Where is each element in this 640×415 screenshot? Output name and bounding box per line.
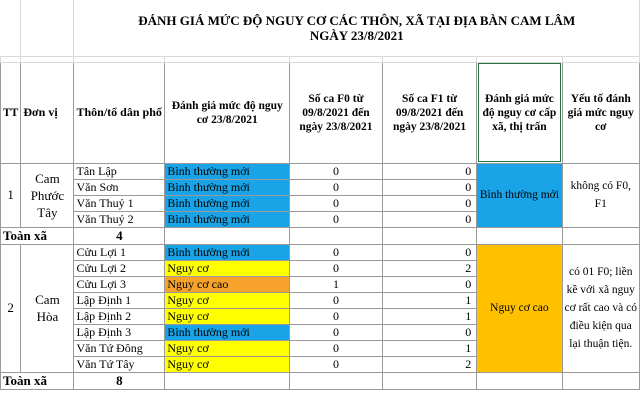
village-name[interactable]: Tân Lập [74,163,165,179]
village-risk-level[interactable]: Bình thường mới [165,179,290,195]
total-row [1,227,640,244]
title-line-1: ĐÁNH GIÁ MỨC ĐỘ NGUY CƠ CÁC THÔN, XÃ TẠI ĐỊA BÀN CAM LÂM [138,12,576,28]
village-risk-level[interactable]: Bình thường mới [165,163,290,179]
empty-cell[interactable] [165,227,290,244]
empty-cell[interactable] [382,372,477,389]
empty-cell[interactable] [477,227,562,244]
village-risk-level[interactable]: Nguy cơ [165,260,290,276]
empty-cell[interactable] [290,227,383,244]
row-tt[interactable]: 2 [1,244,21,372]
title-left-blank-2[interactable] [21,0,74,56]
commune-risk-level[interactable]: Nguy cơ cao [477,244,562,372]
risk-factor[interactable]: có 01 F0; liền kề với xã nguy cơ rất cao và có điều kiện qua lại thuận tiện. [562,244,639,372]
total-label[interactable]: Toàn xã [1,372,74,389]
village-risk-level[interactable]: Nguy cơ cao [165,276,290,292]
village-risk-level[interactable]: Nguy cơ [165,292,290,308]
village-name[interactable]: Lập Định 3 [74,324,165,340]
header-danh-gia[interactable]: Đánh giá mức độ nguy cơ 23/8/2021 [165,62,290,163]
f0-count[interactable]: 0 [290,179,383,195]
title-left-blank[interactable] [1,0,21,56]
header-tt[interactable]: TT [1,62,21,163]
empty-cell[interactable] [382,227,477,244]
empty-cell[interactable] [477,372,562,389]
village-name[interactable]: Cửu Lợi 1 [74,244,165,260]
village-name[interactable]: Văn Sơn [74,179,165,195]
village-risk-level[interactable]: Nguy cơ [165,340,290,356]
f1-count[interactable]: 1 [382,308,477,324]
header-f1[interactable]: Số ca F1 từ 09/8/2021 đến ngày 23/8/2021 [382,62,477,163]
total-label[interactable]: Toàn xã [1,227,74,244]
f0-count[interactable]: 0 [290,292,383,308]
f0-count[interactable]: 0 [290,163,383,179]
header-cap-xa[interactable]: Đánh giá mức độ nguy cơ cấp xã, thị trấn [477,62,562,163]
header-don-vi[interactable]: Đơn vị [21,62,74,163]
village-risk-level[interactable]: Bình thường mới [165,244,290,260]
village-risk-level[interactable]: Nguy cơ [165,356,290,372]
f0-count[interactable]: 1 [290,276,383,292]
village-name[interactable]: Cửu Lợi 2 [74,260,165,276]
f0-count[interactable]: 0 [290,356,383,372]
empty-cell[interactable] [562,227,639,244]
village-name[interactable]: Văn Tứ Đông [74,340,165,356]
village-name[interactable]: Văn Thuỷ 1 [74,195,165,211]
f0-count[interactable]: 0 [290,211,383,227]
f0-count[interactable]: 0 [290,260,383,276]
table-row [1,163,640,179]
village-name[interactable]: Lập Định 1 [74,292,165,308]
f1-count[interactable]: 2 [382,356,477,372]
page-title[interactable] [74,0,640,56]
header-thon[interactable]: Thôn/tổ dân phố [74,62,165,163]
f0-count[interactable]: 0 [290,195,383,211]
empty-cell[interactable] [165,372,290,389]
f1-count[interactable]: 0 [382,276,477,292]
f1-count[interactable]: 0 [382,163,477,179]
f0-count[interactable]: 0 [290,324,383,340]
village-name[interactable]: Văn Thuỷ 2 [74,211,165,227]
total-value[interactable]: 4 [74,227,165,244]
title-row [1,0,640,56]
f0-count[interactable]: 0 [290,340,383,356]
empty-cell[interactable] [562,372,639,389]
header-f0[interactable]: Số ca F0 từ 09/8/2021 đến ngày 23/8/2021 [290,62,383,163]
unit-name[interactable]: Cam Phước Tây [21,163,74,227]
commune-risk-level[interactable]: Bình thường mới [477,163,562,227]
header-row [1,62,640,163]
f1-count[interactable]: 0 [382,324,477,340]
header-yeu-to[interactable]: Yếu tố đánh giá mức nguy cơ [562,62,639,163]
title-line-2: NGÀY 23/8/2021 [309,27,404,43]
f0-count[interactable]: 0 [290,308,383,324]
village-risk-level[interactable]: Bình thường mới [165,195,290,211]
f0-count[interactable]: 0 [290,244,383,260]
village-risk-level[interactable]: Bình thường mới [165,324,290,340]
f1-count[interactable]: 1 [382,292,477,308]
empty-cell[interactable] [290,372,383,389]
village-name[interactable]: Lập Định 2 [74,308,165,324]
row-tt[interactable]: 1 [1,163,21,227]
f1-count[interactable]: 2 [382,260,477,276]
f1-count[interactable]: 0 [382,211,477,227]
village-risk-level[interactable]: Nguy cơ [165,308,290,324]
risk-factor[interactable]: không có F0, F1 [562,163,639,227]
unit-name[interactable]: Cam Hòa [21,244,74,372]
f1-count[interactable]: 1 [382,340,477,356]
table-row [1,244,640,260]
total-row [1,372,640,389]
village-name[interactable]: Cửu Lợi 3 [74,276,165,292]
f1-count[interactable]: 0 [382,195,477,211]
f1-count[interactable]: 0 [382,244,477,260]
f1-count[interactable]: 0 [382,179,477,195]
village-risk-level[interactable]: Bình thường mới [165,211,290,227]
village-name[interactable]: Văn Tứ Tây [74,356,165,372]
total-value[interactable]: 8 [74,372,165,389]
